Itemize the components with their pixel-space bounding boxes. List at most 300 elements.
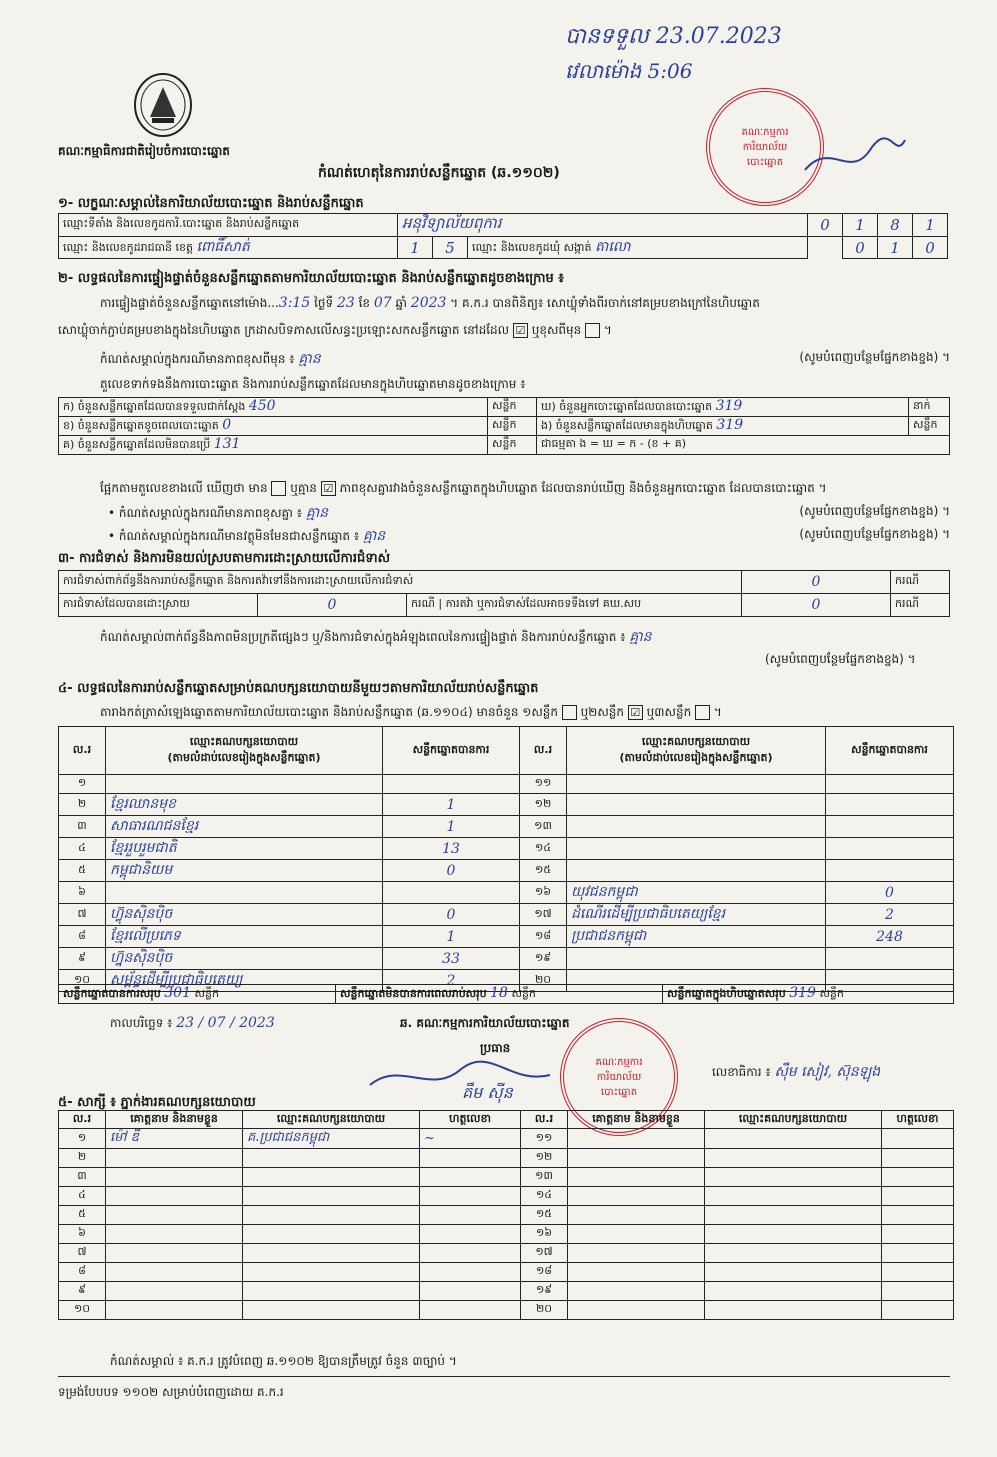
witness-row [59, 1149, 954, 1168]
section3-title: ៣- ការជំទាស់ និងការមិនយល់ស្របតាមការដោះស្រាយលើការជំទាស់ [58, 551, 390, 566]
verify-year-label: ឆ្នាំ [395, 296, 407, 310]
witness-party-left [243, 1149, 420, 1168]
bullet2-label: • កំណត់សម្គាល់ក្នុងករណីមានវត្ថុមិនមែនជាសន្លឹកឆ្នោត ៖ [108, 529, 360, 543]
result-row [59, 882, 954, 904]
secretary-line [712, 1062, 880, 1083]
result-party-right [567, 838, 826, 860]
received-note: បានទទួល 23.07.2023 [565, 24, 782, 49]
result-votes-left: 2 [383, 970, 520, 992]
w-col-name-right: គោត្តនាម និងនាមខ្លួន [568, 1111, 705, 1129]
sheet-count-line: តារាងកត់ត្រាសំឡេងឆ្នោតតាមការិយាល័យបោះឆ្នោត និងរាប់សន្លឹកឆ្នោត (ឆ.១១០៤) មានចំនួន ១សន្លឹក ឬ២សន្លឹក ☑ ឬ៣សន្លឹក ។ [100, 705, 722, 719]
objection-row1-unit: ករណី [891, 571, 950, 594]
objection-table [58, 570, 950, 617]
result-no-right: ១៧ [520, 904, 567, 926]
witness-party-right [705, 1301, 882, 1320]
witness-party-left [243, 1206, 420, 1225]
objection-row1-label: ការជំទាស់ពាក់ព័ន្ធនឹងការរាប់សន្លឹកឆ្នោត និងការតវ៉ាទៅនឹងការដោះស្រាយលើការជំទាស់ [59, 571, 742, 594]
witness-no-left: ៨ [59, 1263, 106, 1282]
province-value: ពោធិ៍សាត់ [196, 239, 250, 255]
witness-party-right [705, 1282, 882, 1301]
result-party-left [106, 775, 383, 794]
commune-code-3: 0 [913, 237, 948, 259]
chair-signature [360, 1055, 560, 1105]
witness-name-left [106, 1263, 243, 1282]
result-no-right: ១៩ [520, 948, 567, 970]
figure-c [59, 436, 488, 455]
footer-divider [58, 1376, 950, 1377]
diff-label-a: ផ្អែកតាមតួលេខខាងលើ ឃើញថា មាន [100, 481, 268, 495]
result-party-right [567, 948, 826, 970]
w-col-name-left: គោត្តនាម និងនាមខ្លួន [106, 1111, 243, 1129]
station-label: ឈ្មោះទីតាំង និងលេខកូដការិ.បោះឆ្នោត និងរាប់សន្លឹកឆ្នោត [59, 214, 398, 237]
witness-no-left: ២ [59, 1149, 106, 1168]
result-votes-left [383, 882, 520, 904]
secretary-label: លេខាធិការ ៖ [712, 1065, 771, 1079]
witness-name-right [568, 1129, 705, 1149]
result-party-right [567, 794, 826, 816]
witness-party-right [705, 1187, 882, 1206]
objection-row2-value2: 0 [742, 594, 891, 617]
total-box-value: 319 [789, 985, 816, 1001]
witness-no-left: ៦ [59, 1225, 106, 1244]
witness-party-right [705, 1225, 882, 1244]
witness-no-right: ១៩ [521, 1282, 568, 1301]
result-party-left [106, 882, 383, 904]
witness-party-left [243, 1225, 420, 1244]
witness-sign-right [882, 1282, 954, 1301]
witness-sign-left [420, 1282, 521, 1301]
result-row [59, 860, 954, 882]
verify-month-label: ខែ [358, 296, 371, 310]
witness-party-right [705, 1263, 882, 1282]
result-votes-right [826, 775, 954, 794]
witness-sign-left [420, 1149, 521, 1168]
verify-day: 23 [336, 295, 355, 311]
witness-name-right [568, 1206, 705, 1225]
secretary-value: ស៊ឹម សៀវ, ស៊ុនឡុង [774, 1064, 881, 1080]
result-party-right: ប្រជាជនកម្ពុជា [567, 926, 826, 948]
witness-no-right: ១២ [521, 1149, 568, 1168]
section2-title: ២- លទ្ធផលនៃការផ្ទៀងផ្ទាត់ចំនួនសន្លឹកឆ្នោតតាមការិយាល័យបោះឆ្នោត និងរាប់សន្លឹកឆ្នោតដូចខាងក្រោម ៖ [58, 271, 564, 286]
result-votes-right: 0 [826, 882, 954, 904]
result-votes-right [826, 838, 954, 860]
results-table [58, 726, 954, 992]
figure-row [59, 436, 950, 455]
witness-sign-left [420, 1206, 521, 1225]
w-col-sign-left: ហត្ថលេខា [420, 1111, 521, 1129]
witness-sign-left [420, 1168, 521, 1187]
result-votes-right [826, 860, 954, 882]
province-code-1: 1 [398, 237, 433, 259]
result-votes-left: 1 [383, 926, 520, 948]
witness-row [59, 1168, 954, 1187]
result-votes-right [826, 816, 954, 838]
witness-sign-left: ~ [420, 1129, 521, 1149]
result-no-right: ១៣ [520, 816, 567, 838]
form-title: កំណត់ហេតុនៃការរាប់សន្លឹកឆ្នោត (ឆ.១១០២) [318, 165, 560, 181]
objection-row2-mid: ករណី | ការតវ៉ា ឬការជំទាស់ដែលអាចទទឹងទៅ គឃ.សប [407, 594, 742, 617]
total-valid-value: 301 [164, 985, 191, 1001]
witness-name-right [568, 1301, 705, 1320]
bullet1-hint: (សូមបំពេញបន្ថែមផ្នែកខាងខ្នង) ។ [799, 504, 950, 518]
witness-name-right [568, 1244, 705, 1263]
witness-name-left [106, 1187, 243, 1206]
witness-party-left [243, 1282, 420, 1301]
commune-cell [468, 237, 808, 259]
witness-name-left [106, 1301, 243, 1320]
witness-name-right [568, 1149, 705, 1168]
figure-c-unit: សន្លឹក [488, 436, 537, 455]
objection-note [100, 627, 652, 648]
result-row [59, 775, 954, 794]
witness-name-left [106, 1206, 243, 1225]
result-votes-left: 1 [383, 794, 520, 816]
witness-party-left [243, 1187, 420, 1206]
changed-label: ឬខុសពីមុន [531, 323, 582, 337]
objection-row2-unit2: ករណី [891, 594, 950, 617]
witness-party-right [705, 1206, 882, 1225]
witness-name-left [106, 1168, 243, 1187]
witness-name-right [568, 1263, 705, 1282]
witness-sign-right [882, 1244, 954, 1263]
witness-row [59, 1301, 954, 1320]
section4-title: ៤- លទ្ធផលនៃការរាប់សន្លឹកឆ្នោតសម្រាប់គណបក្សនយោបាយនីមួយៗតាមការិយាល័យរាប់សន្លឹកឆ្នោត [58, 681, 539, 696]
witness-sign-right [882, 1225, 954, 1244]
verify-month: 07 [373, 295, 392, 311]
date-label: កាលបរិច្ឆេទ ៖ [110, 1016, 173, 1030]
result-votes-left: 1 [383, 816, 520, 838]
result-no-left: ៥ [59, 860, 106, 882]
result-votes-left: 13 [383, 838, 520, 860]
figure-a-label: ក) ចំនួនសន្លឹកឆ្នោតដែលបានទទួលជាក់ស្តែង [63, 400, 246, 413]
result-party-left: ហ៊្វុនស៊ិនប៉ិច [106, 904, 383, 926]
witness-no-right: ១៣ [521, 1168, 568, 1187]
diff-line [100, 480, 827, 498]
witness-party-left [243, 1263, 420, 1282]
witness-name-left [106, 1149, 243, 1168]
result-no-right: ១២ [520, 794, 567, 816]
result-votes-right: 2 [826, 904, 954, 926]
result-no-right: ១៤ [520, 838, 567, 860]
signature-top [800, 130, 910, 190]
result-row [59, 904, 954, 926]
figure-row [59, 398, 950, 417]
witness-party-left [243, 1301, 420, 1320]
result-votes-left: 33 [383, 948, 520, 970]
total-invalid-unit: សន្លឹក [511, 987, 536, 1000]
diff-label-b: ឬគ្មាន [290, 481, 317, 495]
total-invalid-label: សន្លឹកឆ្នោតមិនបានការពេលរាប់សរុប [340, 987, 487, 1000]
figure-b [59, 417, 488, 436]
three-sheet-checkbox[interactable] [695, 705, 710, 720]
witness-no-left: ៣ [59, 1168, 106, 1187]
col-votes-right: សន្លឹកឆ្នោតបានការ [826, 727, 954, 775]
result-party-right [567, 816, 826, 838]
result-no-right: ១៥ [520, 860, 567, 882]
two-sheet-label: ឬ២សន្លឹក [580, 705, 625, 719]
witness-name-right [568, 1282, 705, 1301]
two-sheet-checkbox[interactable]: ☑ [628, 705, 643, 720]
province-code-2: 5 [433, 237, 468, 259]
figure-e [537, 417, 909, 436]
objection-row2-value: 0 [258, 594, 407, 617]
total-box-unit: សន្លឹក [819, 987, 844, 1000]
commune-code-2: 1 [878, 237, 913, 259]
province-cell [59, 237, 398, 259]
result-no-left: ៦ [59, 882, 106, 904]
total-invalid-cell [336, 985, 663, 1004]
witness-sign-left [420, 1301, 521, 1320]
bullet2-value: គ្មាន [362, 528, 386, 544]
result-party-right [567, 860, 826, 882]
col-votes-left: សន្លឹកឆ្នោតបានការ [383, 727, 520, 775]
note-line [100, 349, 950, 370]
bullet1-value: គ្មាន [305, 505, 329, 521]
verify-time-label: ការផ្ទៀងផ្ទាត់ចំនួនសន្លឹកឆ្នោតនៅម៉ោង... [100, 296, 279, 310]
result-party-left: ខ្មែរលើប្រភេទ [106, 926, 383, 948]
diff-label-c: ភាពខុសគ្នារវាងចំនួនសន្លឹកឆ្នោតក្នុងហិបឆ្នោត ដែលបានរាប់ឃើញ និងចំនួនអ្នកបោះឆ្នោត ដែលបានបោះឆ្នោត ។ [339, 481, 827, 495]
same-checkbox[interactable]: ☑ [513, 323, 528, 338]
section5-title: ៥- សាក្សី ៖ ភ្នាក់ងារគណបក្សនយោបាយ [58, 1095, 256, 1110]
commune-value: តាលោ [595, 239, 631, 255]
changed-checkbox[interactable] [585, 323, 600, 338]
result-no-right: ១៦ [520, 882, 567, 904]
result-party-right: ដំណើរដើម្បីប្រជាធិបតេយ្យខ្មែរ [567, 904, 826, 926]
witness-sign-right [882, 1263, 954, 1282]
verify-line2-text: សោឃ្លុំចាក់ភ្ជាប់គម្របខាងក្នុងនៃហិបឆ្នោត ក្រដាសបិទភាសលើសន្ធះប្រឡោះសកសន្លឹកឆ្នោត នៅដដែល [58, 323, 510, 337]
witness-no-right: ១៥ [521, 1206, 568, 1225]
result-no-right: ១៨ [520, 926, 567, 948]
result-party-left: ខ្មែររួបរួមជាតិ [106, 838, 383, 860]
witness-sign-right [882, 1301, 954, 1320]
bullet2-hint: (សូមបំពេញបន្ថែមផ្នែកខាងខ្នង) ។ [799, 527, 950, 541]
col-party-left-sub: (តាមលំដាប់លេខរៀងក្នុងសន្លឹកឆ្នោត) [167, 750, 321, 764]
figure-c-value: 131 [213, 436, 241, 452]
witness-sign-left [420, 1263, 521, 1282]
col-party-left-label: ឈ្មោះគណបក្សនយោបាយ [189, 734, 299, 748]
station-code-3: 8 [878, 214, 913, 237]
result-no-left: ៨ [59, 926, 106, 948]
witness-row [59, 1129, 954, 1149]
witness-sign-right [882, 1168, 954, 1187]
result-votes-right: 248 [826, 926, 954, 948]
result-party-left: សម្ព័ន្ធដើម្បីប្រជាធិបតេយ្យ [106, 970, 383, 992]
commune-label: ឈ្មោះ និងលេខកូដឃុំ សង្កាត់ [472, 241, 592, 254]
result-votes-right [826, 948, 954, 970]
bullet2-line [108, 526, 950, 547]
footer-form-note: ទម្រង់បែបបទ ១១០២ សម្រាប់បំពេញដោយ គ.ក.រ [58, 1385, 284, 1399]
witness-no-right: ១១ [521, 1129, 568, 1149]
result-party-left: កម្ពុជានិយម [106, 860, 383, 882]
total-valid-label: សន្លឹកឆ្នោតបានការសរុប [63, 987, 161, 1000]
result-no-left: ១០ [59, 970, 106, 992]
result-no-left: ២ [59, 794, 106, 816]
witness-row [59, 1244, 954, 1263]
total-valid-unit: សន្លឹក [194, 987, 219, 1000]
figure-e-label: ង) ចំនួនសន្លឹកឆ្នោតដែលមានក្នុងហិបឆ្នោត [541, 419, 713, 432]
col-no-right: ល.រ [520, 727, 567, 775]
emblem-logo [132, 72, 194, 138]
figure-a [59, 398, 488, 417]
diff-no-checkbox[interactable]: ☑ [321, 481, 336, 496]
footer-note: កំណត់សម្គាល់ ៖ គ.ក.រ ត្រូវបំពេញ ឆ.១១០២ ឱ្យបានត្រឹមត្រូវ ចំនួន ៣ច្បាប់ ។ [110, 1354, 457, 1368]
totals-table [58, 984, 954, 1004]
figure-row [59, 417, 950, 436]
figures-table [58, 397, 950, 455]
verify-line1-rest: ។ គ.ក.រ បានពិនិត្យ៖ សោឃ្លុំទាំងពីរចាក់នៅគម្របខាងក្រៅនៃហិបឆ្នោត [450, 296, 760, 310]
result-party-right [567, 775, 826, 794]
witness-no-left: ១០ [59, 1301, 106, 1320]
section1-title: ១- លក្ខណៈសម្គាល់នៃការិយាល័យបោះឆ្នោត និងរាប់សន្លឹកឆ្នោត [58, 196, 364, 211]
chair-label: ប្រធាន [480, 1041, 511, 1055]
witness-name-right [568, 1187, 705, 1206]
result-row [59, 816, 954, 838]
col-no-left: ល.រ [59, 727, 106, 775]
witness-no-right: ២០ [521, 1301, 568, 1320]
result-row [59, 926, 954, 948]
w-col-party-right: ឈ្មោះគណបក្សនយោបាយ [705, 1111, 882, 1129]
witness-no-right: ១៤ [521, 1187, 568, 1206]
station-value: អនុវិទ្យាល័យពុការ [398, 214, 808, 237]
col-party-right [567, 727, 826, 775]
witness-party-right [705, 1168, 882, 1187]
witness-party-left [243, 1244, 420, 1263]
result-party-left: ហ្វ៊ុនស៊ិនប៉ិច [106, 948, 383, 970]
date-line [110, 1015, 275, 1033]
result-no-left: ៣ [59, 816, 106, 838]
note-label: កំណត់សម្គាល់ក្នុងករណីមានភាពខុសពីមុន ៖ [100, 352, 295, 366]
witness-no-right: ១៦ [521, 1225, 568, 1244]
figure-d-value: 319 [715, 398, 743, 414]
result-party-left: សាធារណជនខ្មែរ [106, 816, 383, 838]
province-label: ឈ្មោះ និងលេខកូដរាជធានី ខេត្ត [63, 241, 193, 254]
witness-sign-right [882, 1149, 954, 1168]
result-votes-left [383, 775, 520, 794]
col-party-right-sub: (តាមលំដាប់លេខរៀងក្នុងសន្លឹកឆ្នោត) [619, 750, 773, 764]
witness-row [59, 1263, 954, 1282]
note-hint: (សូមបំពេញបន្ថែមផ្នែកខាងខ្នង) ។ [799, 350, 950, 364]
bullet1-line [108, 503, 950, 524]
result-votes-left: 0 [383, 904, 520, 926]
result-row [59, 838, 954, 860]
objection-note-value: គ្មាន [629, 629, 652, 645]
witness-party-right [705, 1129, 882, 1149]
station-code-1: 0 [808, 214, 843, 237]
diff-yes-checkbox[interactable] [271, 481, 286, 496]
objection-row2-label: ការជំទាស់ដែលបានដោះស្រាយ [59, 594, 258, 617]
objection-hint: (សូមបំពេញបន្ថែមផ្នែកខាងខ្នង) ។ [765, 652, 916, 666]
witness-sign-right [882, 1129, 954, 1149]
witness-no-right: ១៨ [521, 1263, 568, 1282]
official-stamp-bottom: គណៈកម្មការការិយាល័យបោះឆ្នោត [560, 1018, 678, 1136]
witness-no-left: ១ [59, 1129, 106, 1149]
witness-row [59, 1225, 954, 1244]
witness-sign-right [882, 1206, 954, 1225]
witness-name-left [106, 1244, 243, 1263]
result-row [59, 948, 954, 970]
figure-d [537, 398, 909, 417]
figure-c-label: គ) ចំនួនសន្លឹកឆ្នោតដែលមិនបានប្រើ [63, 438, 211, 451]
witness-no-left: ៥ [59, 1206, 106, 1225]
witness-name-right [568, 1168, 705, 1187]
result-votes-left: 0 [383, 860, 520, 882]
result-votes-right [826, 794, 954, 816]
official-stamp-top: គណៈកម្មការការិយាល័យបោះឆ្នោត [706, 88, 824, 206]
spacer [808, 237, 843, 259]
witness-party-right [705, 1244, 882, 1263]
witness-no-left: ៤ [59, 1187, 106, 1206]
result-no-right: ១១ [520, 775, 567, 794]
w-col-sign-right: ហត្ថលេខា [882, 1111, 954, 1129]
witness-row [59, 1206, 954, 1225]
witness-sign-left [420, 1187, 521, 1206]
received-time: វេលាម៉ោង 5:06 [565, 59, 693, 83]
figure-formula: ជាធម្មតា ង = ឃ = ក - (ខ + គ) [537, 436, 950, 455]
witness-party-left: គ.ប្រជាជនកម្ពុជា [243, 1129, 420, 1149]
org-name: គណៈកម្មាធិការជាតិរៀបចំការបោះឆ្នោត [58, 144, 230, 158]
witness-no-left: ៩ [59, 1282, 106, 1301]
objection-row1-value: 0 [742, 571, 891, 594]
figure-e-unit: សន្លឹក [909, 417, 950, 436]
figure-b-unit: សន្លឹក [488, 417, 537, 436]
witness-row [59, 1187, 954, 1206]
total-invalid-value: 18 [490, 985, 508, 1001]
section1-table [58, 213, 948, 259]
w-col-no-left: ល.រ [59, 1111, 106, 1129]
bullet1-label: • កំណត់សម្គាល់ក្នុងករណីមានភាពខុសគ្នា ៖ [108, 506, 303, 520]
witness-sign-right [882, 1187, 954, 1206]
objection-row2-unit: ករណី [411, 597, 435, 610]
verify-year: 2023 [410, 295, 447, 311]
col-party-right-label: ឈ្មោះគណបក្សនយោបាយ [641, 734, 751, 748]
result-no-left: ៤ [59, 838, 106, 860]
result-no-left: ១ [59, 775, 106, 794]
result-no-left: ៩ [59, 948, 106, 970]
figure-d-unit: នាក់ [909, 398, 950, 417]
witness-name-right [568, 1225, 705, 1244]
note-value: គ្មាន [298, 351, 321, 367]
witness-sign-left [420, 1225, 521, 1244]
result-party-right: យុវជនកម្ពុជា [567, 882, 826, 904]
figure-b-value: 0 [222, 417, 232, 433]
col-party-left [106, 727, 383, 775]
witness-row [59, 1282, 954, 1301]
w-col-party-left: ឈ្មោះគណបក្សនយោបាយ [243, 1111, 420, 1129]
witness-party-left [243, 1168, 420, 1187]
date-value: 23 / 07 / 2023 [176, 1015, 275, 1031]
figures-intro: តួលេខទាក់ទងនឹងការបោះឆ្នោត និងការរាប់សន្លឹកឆ្នោតដែលមានក្នុងហិបឆ្នោតមានដូចខាងក្រោម ៖ [100, 377, 526, 391]
verify-line1 [100, 295, 760, 313]
verify-line2: សោឃ្លុំចាក់ភ្ជាប់គម្របខាងក្នុងនៃហិបឆ្នោត ក្រដាសបិទភាសលើសន្ធះប្រឡោះសកសន្លឹកឆ្នោត នៅដដែល ☑ ឬខុសពីមុន ។ [58, 323, 612, 337]
commune-code-1: 0 [843, 237, 878, 259]
result-no-left: ៧ [59, 904, 106, 926]
witness-table [58, 1110, 954, 1320]
committee-label: ឆ. គណៈកម្មការការិយាល័យបោះឆ្នោត [400, 1016, 570, 1030]
witness-name-left [106, 1225, 243, 1244]
total-box-label: សន្លឹកឆ្នោតក្នុងហិបឆ្នោតសរុប [667, 987, 786, 1000]
total-box-cell [663, 985, 954, 1004]
sheet-count-intro: តារាងកត់ត្រាសំឡេងឆ្នោតតាមការិយាល័យបោះឆ្នោត និងរាប់សន្លឹកឆ្នោត (ឆ.១១០៤) មានចំនួន ១សន្លឹក [100, 705, 558, 719]
result-party-left: ខ្មែរឈានមុខ [106, 794, 383, 816]
witness-sign-left [420, 1244, 521, 1263]
verify-day-label: ថ្ងៃទី [314, 296, 334, 310]
one-sheet-checkbox[interactable] [562, 705, 577, 720]
result-row [59, 794, 954, 816]
station-code-2: 1 [843, 214, 878, 237]
total-valid-cell [59, 985, 336, 1004]
verify-time: 3:15 [278, 295, 311, 311]
chair-name: គឹម ស៊ីន [462, 1083, 513, 1102]
